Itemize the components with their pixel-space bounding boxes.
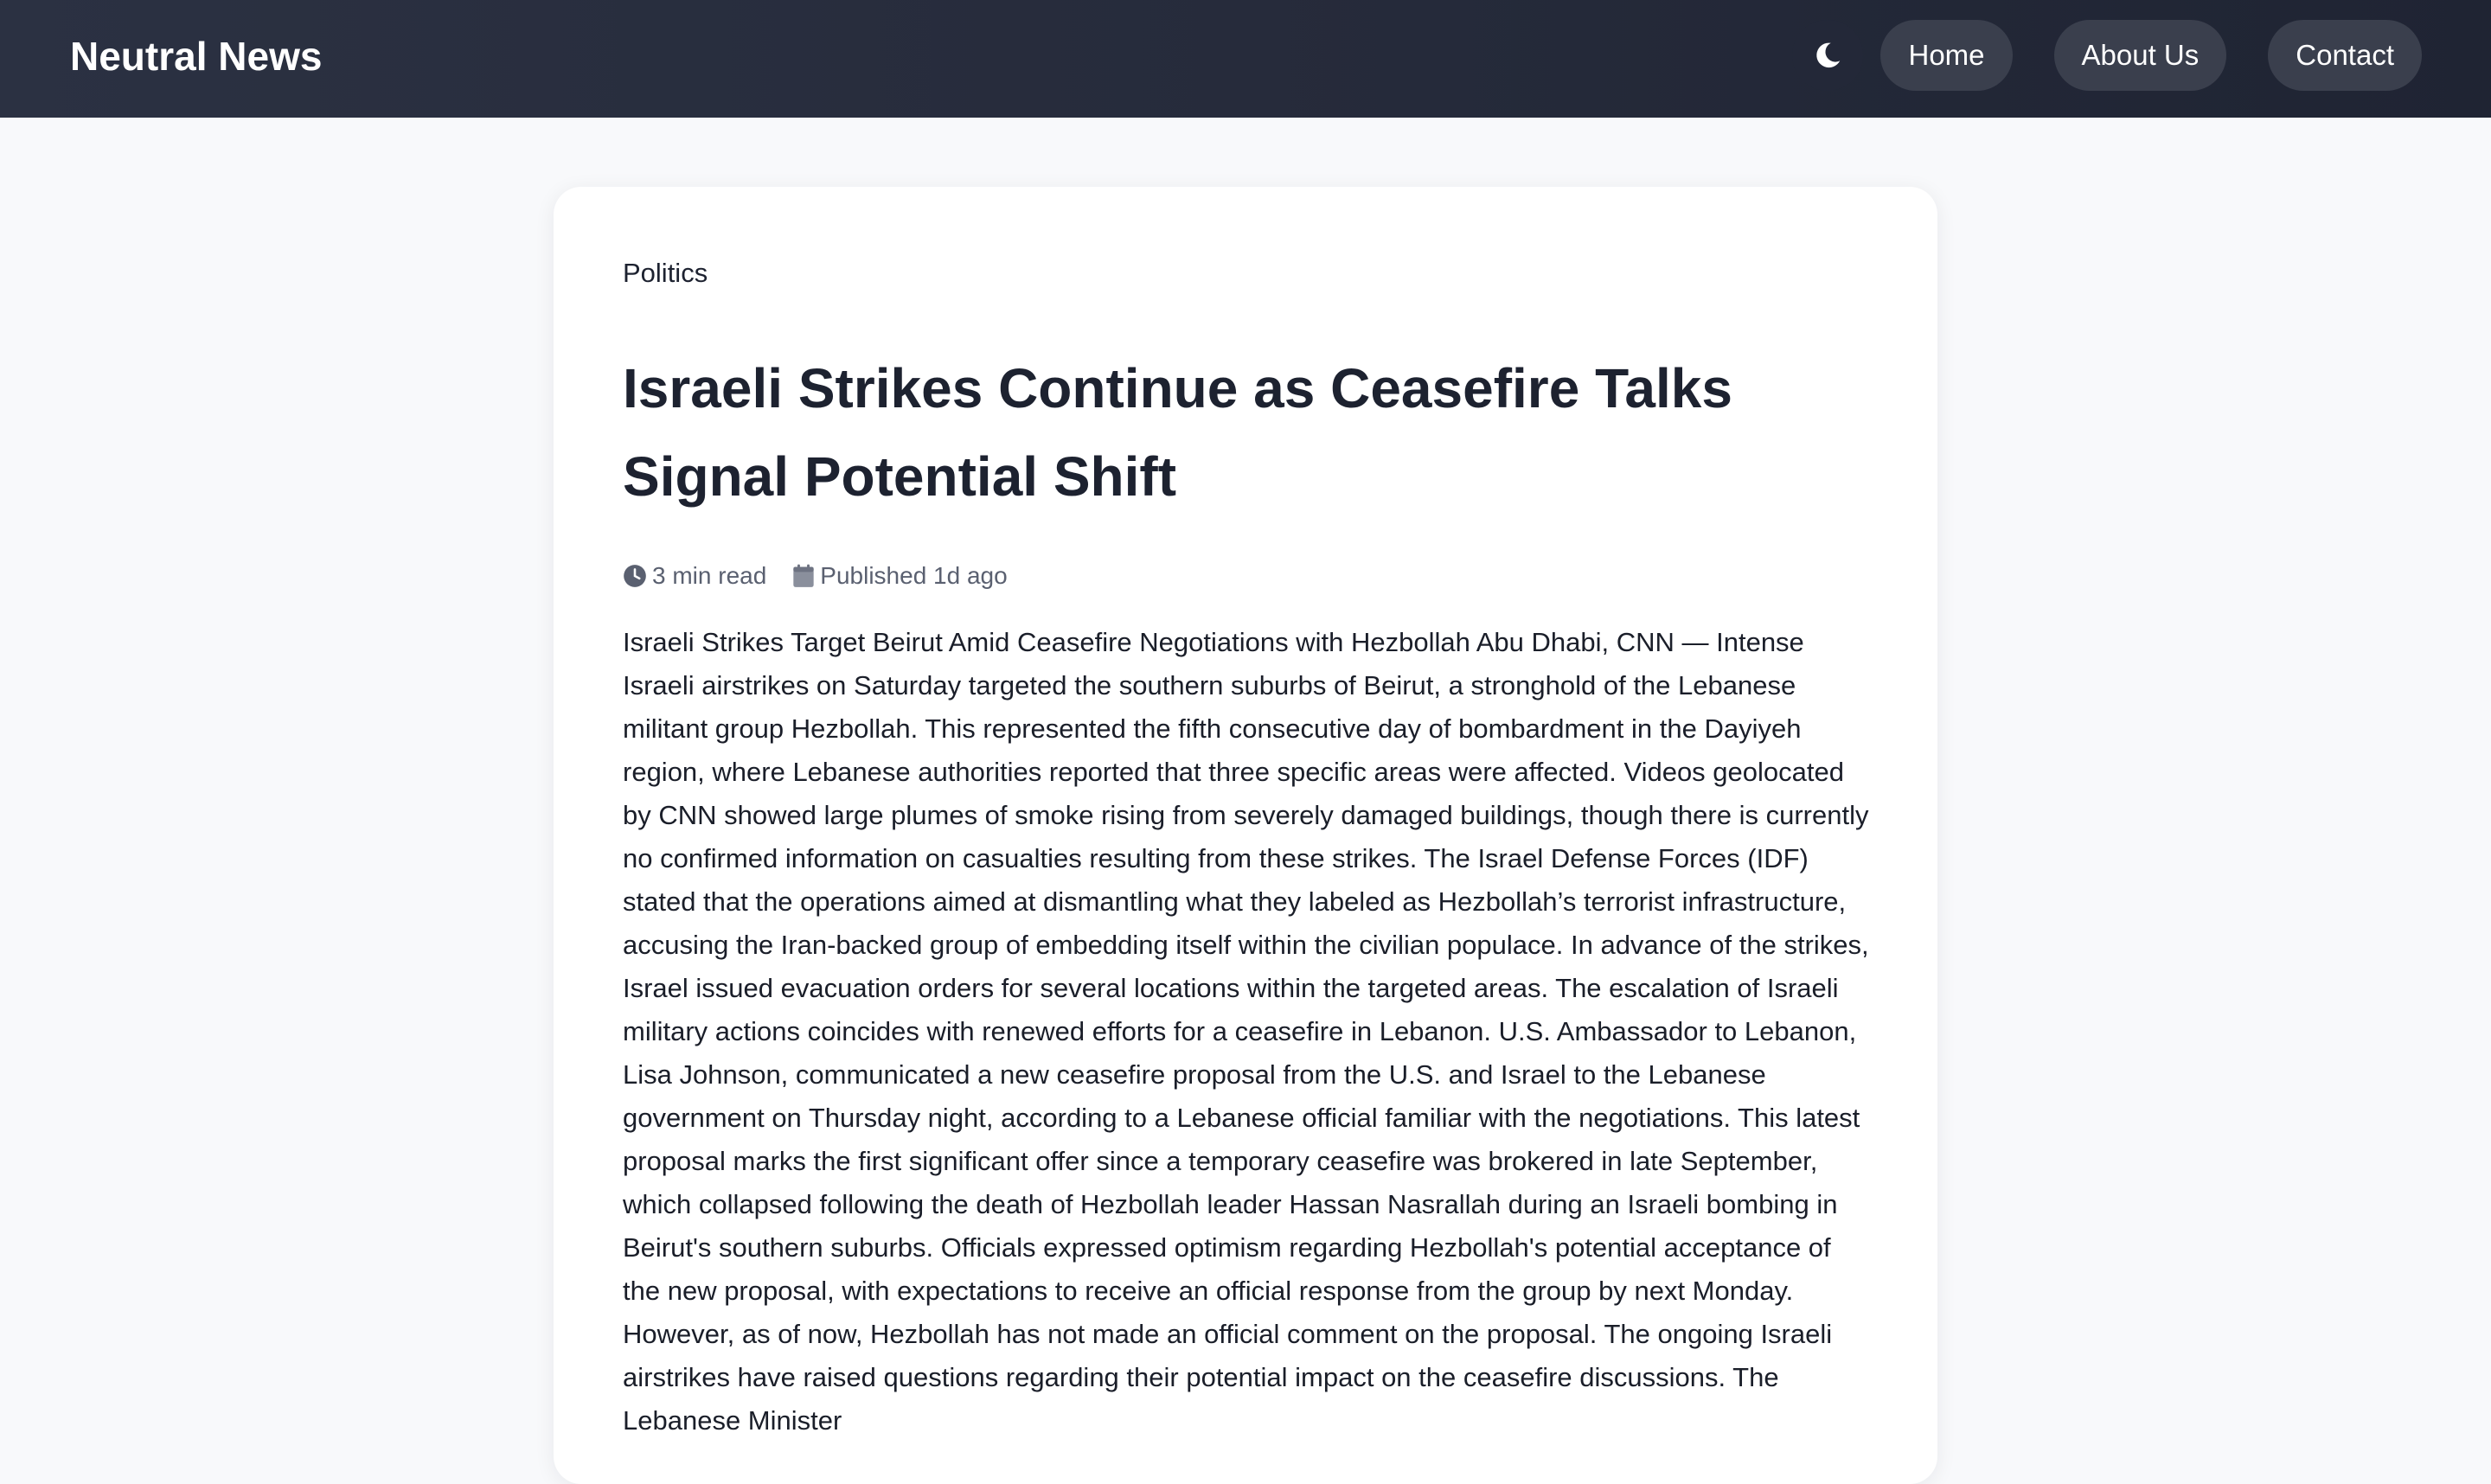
moon-icon xyxy=(1812,40,1843,71)
read-time-label: 3 min read xyxy=(652,562,767,589)
brand-logo-text[interactable]: Neutral News xyxy=(70,34,323,79)
calendar-icon xyxy=(792,564,815,588)
nav-home-button[interactable]: Home xyxy=(1880,20,2012,91)
nav-menu xyxy=(1792,20,2422,91)
nav-about-us-button[interactable]: About Us xyxy=(2054,20,2227,91)
published-date xyxy=(792,562,1007,590)
read-time xyxy=(623,562,766,590)
clock-icon xyxy=(623,564,647,588)
theme-toggle-button[interactable] xyxy=(1792,20,1863,91)
article-category: Politics xyxy=(623,258,708,288)
article-title: Israeli Strikes Continue as Ceasefire Talks Signal Potential Shift xyxy=(623,357,1732,508)
published-label: Published 1d ago xyxy=(820,562,1008,589)
article-card xyxy=(554,187,1937,1484)
nav-contact-button[interactable]: Contact xyxy=(2268,20,2422,91)
article-meta xyxy=(623,559,1034,593)
article-body: Israeli Strikes Target Beirut Amid Ceasefire Negotiations with Hezbollah Abu Dhabi, CNN — Intense Israeli airstrikes on Saturday targeted the southern suburbs of Beirut, a stronghold of the Lebanese militant group Hezbollah. This represented the fifth consecutive day of bombardment in the Dayiyeh region, where Lebanese authorities reported that three specific areas were affected. Videos geolocated by CNN showed large plumes of smoke rising from severely damaged buildings, though there is currently no confirmed information on casualties resulting from these strikes. The Israel Defense Forces (IDF) stated that the operations aimed at dismantling what they labeled as Hezbollah’s terrorist infrastructure, accusing the Iran-backed group of embedding itself within the civilian populace. In advance of the strikes, Israel issued evacuation orders for several locations within the targeted areas. The escalation of Israeli military actions coincides with renewed efforts for a ceasefire in Lebanon. U.S. Ambassador to Lebanon, Lisa Johnson, communicated a new ceasefire proposal from the U.S. and Israel to the Lebanese government on Thursday night, according to a Lebanese official familiar with the negotiations. This latest proposal marks the first significant offer since a temporary ceasefire was brokered in late September, which collapsed following the death of Hezbollah leader Hassan Nasrallah during an Israeli bombing in Beirut's southern suburbs. Officials expressed optimism regarding Hezbollah's potential acceptance of the new proposal, with expectations to receive an official response from the group by next Monday. However, as of now, Hezbollah has not made an official comment on the proposal. The ongoing Israeli airstrikes have raised questions regarding their potential impact on the ceasefire discussions. The Lebanese Minister xyxy=(623,627,1869,1436)
top-navbar xyxy=(0,0,2491,118)
